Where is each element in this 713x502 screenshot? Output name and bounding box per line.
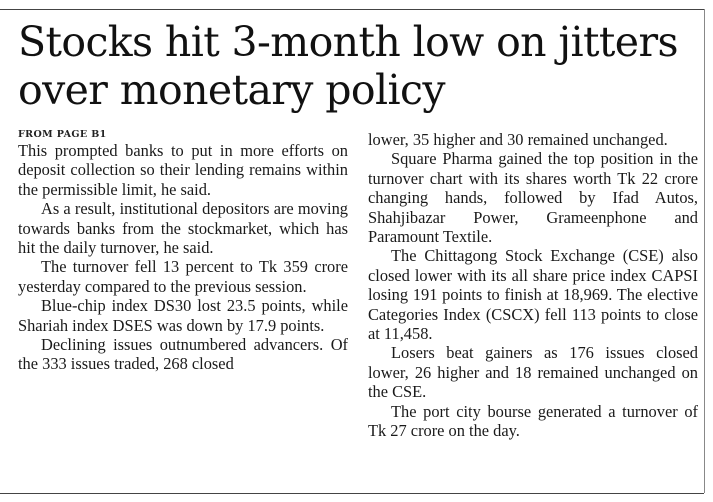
- paragraph: The port city bourse generated a turnover of Tk 27 crore on the day.: [368, 401, 698, 441]
- paragraph: Blue-chip index DS30 lost 23.5 points, while Shariah index DSES was down by 17.9 points.: [18, 296, 348, 335]
- headline-line-2: over monetary policy: [18, 66, 445, 114]
- headline: [18, 18, 708, 114]
- paragraph: The turnover fell 13 percent to Tk 359 crore yesterday compared to the previous session.: [18, 257, 348, 296]
- paragraph: Losers beat gainers as 176 issues closed lower, 26 higher and 18 remained unchanged on the CSE.: [368, 343, 698, 402]
- paragraph: As a result, institutional depositors are moving towards banks from the stockmarket, which has hit the daily turnover, he said.: [18, 199, 348, 258]
- paragraph: The Chittagong Stock Exchange (CSE) also closed lower with its all share price index CAPSI losing 191 points to finish at 18,969. The elective Categories Index (CSCX) fell 113 points to close at 11,458.: [368, 246, 698, 344]
- bottom-rule: [0, 493, 704, 494]
- article-column-right: [368, 130, 698, 441]
- top-rule: [0, 9, 704, 10]
- dateline: FROM PAGE B1: [18, 129, 107, 140]
- paragraph: lower, 35 higher and 30 remained unchanged.: [368, 130, 668, 149]
- article-column-left: [18, 128, 348, 374]
- headline-line-1: Stocks hit 3-month low on jitters: [18, 18, 678, 66]
- paragraph: Square Pharma gained the top position in the turnover chart with its shares worth Tk 22 crore changing hands, followed by Ifad Autos, Shahjibazar Power, Grameenphone and Paramount Textile.: [368, 149, 698, 247]
- paragraph: Declining issues outnumbered advancers. Of the 333 issues traded, 268 closed: [18, 335, 348, 374]
- paragraph: This prompted banks to put in more efforts on deposit collection so their lending remains within the permissible limit, he said.: [18, 141, 348, 199]
